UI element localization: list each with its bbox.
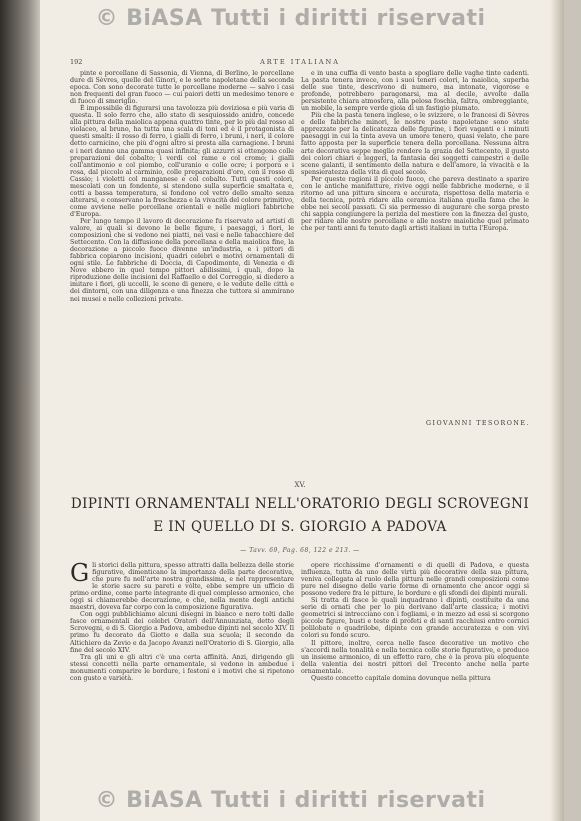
paragraph: Si tratta di fasce le quali inquadrano i dipinti, costituite da una serie di ornati che per lo più derivano dall'arte classica; i motivi geometrici si intrecciano con i fogliami, e in mezzo ad essi si scorgono piccole figure, busti e teste di profeti e di santi racchiusi entro cornici polilobate o quadrilobe, dipinte con grande accuratezza e con vivi colori su fondo scuro. — [301, 597, 529, 640]
watermark-bottom: © BiASA Tutti i diritti riservati — [95, 788, 486, 813]
paragraph: Per lungo tempo il lavoro di decorazione fu riservato ad artisti di valore, ai quali si devono le belle figure, i paesaggi, i fiori, le composizioni che si vedono nei piatti, nei vasi e nelle tabacchiere del Settecento. Con la diffusione della porcellana e della maiolica fine, la decorazione a piccolo fuoco divenne un'industria, e i pittori di fabbrica copiarono incisioni, quadri celebri e motivi ornamentali di ogni stile. Le fabbriche di Doccia, di Capodimonte, di Venezia e di Nove ebbero in quel tempo pittori abilissimi, i quali, dopo la riproduzione delle incisioni del Raffaello e del Correggio, si diedero a imitare i fiori, gli uccelli, le scene di genere, e le vedute delle città e dei dintorni, con una diligenza e una finezza che tuttora si ammirano nei musei e nelle collezioni private. — [70, 217, 294, 303]
page-binding-shadow — [0, 0, 40, 821]
article-one-right-column — [301, 70, 529, 415]
paragraph: pinte e porcellane di Sassonia, di Vienna, di Berlino, le porcellane dure di Sèvres, quelle del Ginori, e le sorte napoletane della seconda epoca. Con sono decorate tutte le porcellane moderne — salvo i casi non frequenti del gran fuoco — cui paiori detti un medesimo tenore e di fuoco di smeriglio. — [70, 70, 294, 106]
paragraph: Questo concetto capitale domina dovunque nella pittura — [311, 674, 491, 682]
page-edge-shadow — [550, 0, 564, 821]
watermark-top: © BiASA Tutti i diritti riservati — [95, 6, 486, 31]
heading-line-2: E IN QUELLO DI S. GIORGIO A PADOVA — [153, 519, 447, 535]
article-two-right-column — [301, 562, 529, 784]
paragraph: Per queste ragioni il piccolo fuoco, che pareva destinato a sparire con le antiche manifatture, rivive oggi nelle fabbriche moderne, e il ritorno ad una pittura sincera e accurata, rispettosa della materia e della tecnica, potrà ridare alla ceramica italiana quella fama che le ebbe nei secoli passati. Ci sia permesso di augurare che sorga presto chi sappia congiungere la perizia del mestiere con la finezza del gusto, per ridare alle nostre porcellane e alle nostre maioliche quel primato che per tanti anni fu tenuto dagli artisti italiani in tutta l'Europa. — [301, 175, 529, 233]
article-two-left-column — [70, 562, 294, 784]
paragraph: e in una cuffia di vento basta a spogliare delle vaghe tinte cadenti. La pasta tenera invece, con i suoi teneri colori, la maiolica, superba delle sue tinte, descrivono di numero, ma intonate, vigorose e profonde, potrebbero paragonarsi, ma al decile, avvolte dalla persistente chiara atmosfera, alla pelosa foschia, faltra, ombreggiante, un mobile, la sempre verde gioia di un fastigio piumato. — [301, 70, 529, 113]
page-number: 192 — [70, 58, 83, 66]
paragraph: Più che la pasta tenera inglese, o le svizzere, o le francesi di Sèvres e delle fabbriche minori, le nostre paste napoletane sono state apprezzate per la delicatezza delle figurine, i fiori vaganti e i minuti paesaggi in cui la tinta aveva un umore tenero, quasi velato, che pare fatto apposta per la superficie tenera della porcellana. Nessuna altra arte decorativa seppe meglio rendere la grazia del Settecento, il gusto dei colori chiari e leggeri, la fantasia dei soggetti campestri e delle scene galanti, il sentimento della natura e dell'amore, la vivacità e la spensieratezza della vita di quel secolo. — [301, 112, 529, 176]
plates-note: — Tavv. 69, Pag. 68, 122 e 213. — — [240, 547, 360, 554]
running-header — [70, 58, 530, 70]
paragraph: Il pittore, inoltre, cerca nelle fasce decorative un motivo che s'accordi nella tonalità e nella tecnica colle storie figurative, e produce un insieme armonico, di un effetto raro, che è la prova più eloquente della valentia dei nostri pittori del Trecento anche nella parte ornamentale. — [301, 639, 529, 675]
paragraph: opere ricchissime d'ornamenti e di quelli di Padova, e questa influenza, tutta da uno delle virtù più decorative della sua pittura, veniva collegata al ruolo della pittura nelle grandi composizioni come pure nel disegno delle varie forme di ornamento che ancor oggi si possono vedere fra le pitture, le bordure e gli sfondi dei dipinti murali. — [301, 562, 529, 598]
paragraph — [70, 562, 294, 611]
paragraph: È impossibile di figurarsi una tavolozza più doviziosa e più varia di questa. Il solo ferro che, allo stato di sesquiossido anidro, concede alla pittura della maiolica appena quattro tinte, per lo più dal rosso al violaceo, al bruno, ha tutta una scala di toni ed è il protagonista di questi smalti: il rosso di ferro, i gialli di ferro, i bruni, i neri, il colore detto carnicino, che più d'ogni altro si presta alla carnagione. I bruni e i neri danno una gamma quasi infinita; gli azzurri si ottengono colle preparazioni del cobalto; i verdi col rame e col cromo; i gialli coll'antimonio e col piombo, coll'uranio e colle ocre; i porpora e i rosa, dal piccolo al carminio, colle preparazioni d'oro, con il rosso di Cassio; i violetti col manganese e col cobalto. Tutti questi colori, mescolati con un fondente, si stendono sulla superficie smaltata e, cotti a bassa temperatura, si fondono col vetro dello smalto senza alterarsi, e conservano la freschezza e la vivacità del colore primitivo, come avviene nelle porcellane orientali e nelle migliori fabbriche d'Europa. — [70, 105, 294, 218]
article-heading — [70, 493, 530, 539]
paragraph-text: li storici della pittura, spesso attratti dalla bellezza delle storie figurative, dimenticano la importanza della parte decorativa, che pure fu nell'arte nostra grandissima, e nel rappresentare le storie sacre su pareti e vòlte, ebbe sempre un ufficio di primo ordine, come parte integrante di quel complesso armonico, che oggi si chiamerebbe decorazione, e che, nella mente degli antichi maestri, doveva far corpo con la composizione figurativa. — [70, 562, 294, 612]
paragraph: Con oggi pubblichiamo alcuni disegni in bianco e nero tolti dalle fasce ornamentali dei celebri Oratori dell'Annunziata, detto degli Scrovegni, e di S. Giorgio a Padova, ambedue dipinti nel secolo XIV. Il primo fu decorato da Giotto e dalla sua scuola; il secondo da Altichiero da Zevio e da Jacopo Avanzi nell'Oratorio di S. Giorgio, alla fine del secolo XIV. — [70, 611, 294, 654]
heading-line-1: DIPINTI ORNAMENTALI NELL'ORATORIO DEGLI SCROVEGNI — [70, 496, 530, 512]
drop-cap-initial: G — [70, 562, 90, 587]
article-one-left-column — [70, 70, 294, 540]
paragraph: Tra gli uni e gli altri c'è una certa affinità. Anzi, dirigendo gli stessi concetti nella parte ornamentale, si vedono in ambedue i monumenti comparire le bordure, i festoni e i motivi che si ripetono con gusto e varietà. — [70, 653, 294, 682]
section-number: XV. — [294, 481, 306, 489]
running-title: ARTE ITALIANA — [260, 58, 340, 66]
author-signature: GIOVANNI TESORONE. — [425, 420, 530, 427]
